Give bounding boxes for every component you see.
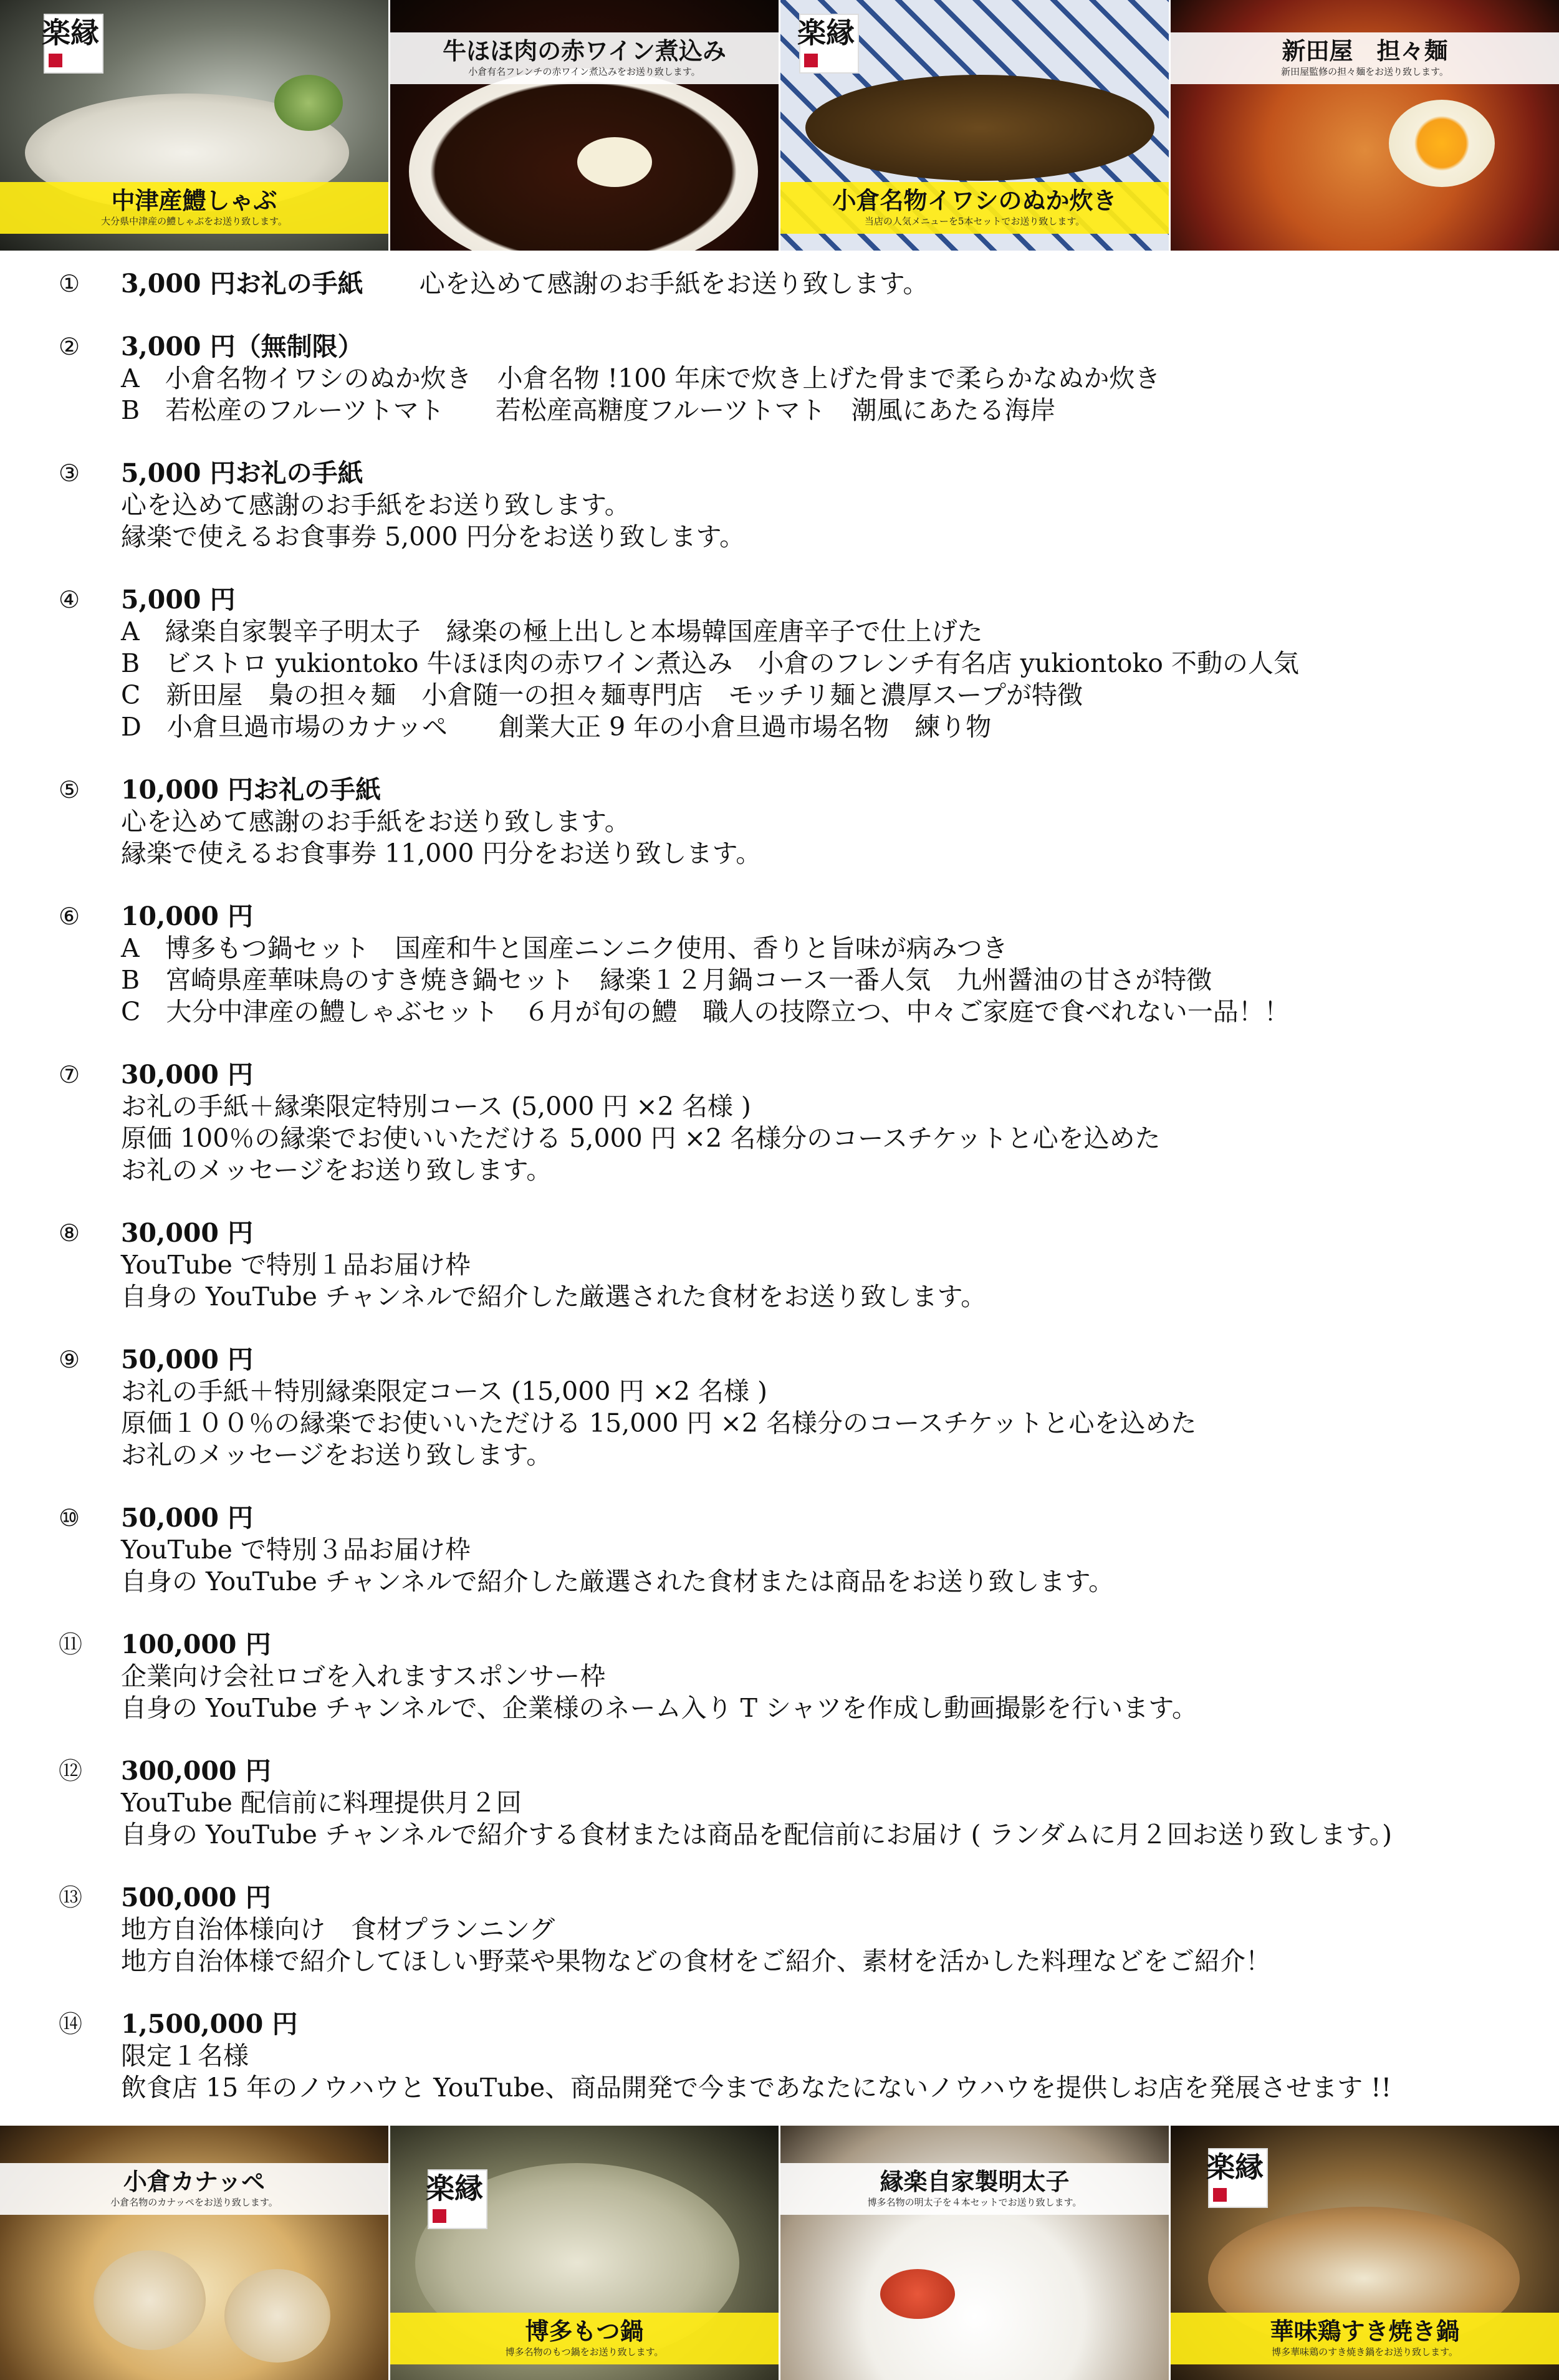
tier-price-heading: 5,000 円: [121, 585, 236, 615]
bottom-photo-row: [0, 2126, 1559, 2380]
reward-tier: [59, 458, 1517, 553]
reward-tier: [59, 2008, 1517, 2104]
photo-kokura-canape: [0, 2126, 388, 2380]
tier-heading-row: [121, 268, 1517, 300]
tier-body: [121, 458, 1517, 553]
tier-price-heading: 3,000 円お礼の手紙: [121, 269, 363, 299]
tier-number: ④: [59, 586, 80, 613]
tier-detail-line: 原価１００％の縁楽でお使いいただける 15,000 円 ×2 名様分のコースチケットと心を込めた: [121, 1408, 1197, 1438]
caption-subtitle: 大分県中津産の鱧しゃぶをお送り致します。: [101, 215, 287, 227]
tier-detail-line: お礼の手紙＋縁楽限定特別コース (5,000 円 ×2 名様 ): [121, 1092, 751, 1121]
tier-detail-line: B 若松産のフルーツトマト 若松産高糖度フルーツトマト 潮風にあたる海岸: [121, 395, 1056, 425]
tier-number: ⑩: [59, 1504, 80, 1532]
caption-subtitle: 小倉名物のカナッペをお送り致します。: [110, 2196, 278, 2208]
tier-detail-line: 自身の YouTube チャンネルで紹介した厳選された食材をお送り致します。: [121, 1282, 987, 1312]
tier-heading-row: [121, 901, 1517, 933]
tier-detail-line: D 小倉旦過市場のカナッペ 創業大正 9 年の小倉旦過市場名物 練り物: [121, 712, 992, 742]
reward-tier: [59, 1755, 1517, 1851]
top-photo-row: [0, 0, 1559, 251]
tier-number: ⑨: [59, 1346, 80, 1373]
caption-title: 小倉名物イワシのぬか炊き: [832, 186, 1117, 214]
tier-heading-row: [121, 1502, 1517, 1534]
tier-number: ①: [59, 270, 80, 297]
photo-hakata-motsunabe: [390, 2126, 779, 2380]
photo-beef-cheek-wine-stew: [390, 0, 779, 251]
photo-caption: [390, 32, 779, 84]
tier-detail-line: 縁楽で使えるお食事券 11,000 円分をお送り致します。: [121, 838, 762, 868]
photo-mentaiko: [780, 2126, 1169, 2380]
photo-caption: [390, 2313, 779, 2364]
reward-tier: [59, 1059, 1517, 1186]
tier-detail-line: 原価 100％の縁楽でお使いいただける 5,000 円 ×2 名様分のコースチケットと心を込めた: [121, 1123, 1161, 1153]
tier-body: [121, 268, 1517, 300]
tier-heading-row: [121, 774, 1517, 806]
reward-tier: [59, 1629, 1517, 1724]
tier-price-heading: 5,000 円お礼の手紙: [121, 458, 363, 488]
tier-heading-row: [121, 2008, 1517, 2040]
tier-detail-line: 自身の YouTube チャンネルで紹介した厳選された食材または商品をお送り致します。: [121, 1567, 1115, 1596]
photo-iwashi-nukadaki: [780, 0, 1169, 251]
photo-caption: [780, 182, 1169, 234]
photo-caption: [1171, 32, 1559, 84]
tier-detail-line: 縁楽で使えるお食事券 5,000 円分をお送り致します。: [121, 522, 746, 552]
tier-detail-line: C 新田屋 梟の担々麺 小倉随一の担々麺専門店 モッチリ麺と濃厚スープが特徴: [121, 680, 1083, 710]
tier-price-heading: 300,000 円: [121, 1756, 271, 1786]
tier-body: [121, 774, 1517, 870]
tier-body: [121, 1755, 1517, 1851]
reward-tier: [59, 1502, 1517, 1598]
tier-body: [121, 1629, 1517, 1724]
caption-subtitle: 小倉有名フレンチの赤ワイン煮込みをお送り致します。: [468, 65, 701, 77]
photo-kamidori-sukiyaki: [1171, 2126, 1559, 2380]
tier-body: [121, 584, 1517, 743]
tier-number: ⑬: [59, 1884, 83, 1911]
tier-detail-line: C 大分中津産の鱧しゃぶセット ６月が旬の鱧 職人の技際立つ、中々ご家庭で食べれない一品！！: [121, 997, 1290, 1027]
tier-number: ⑭: [59, 2010, 83, 2038]
tier-heading-row: [121, 1059, 1517, 1091]
tier-detail-line: 自身の YouTube チャンネルで、企業様のネーム入り T シャツを作成し動画撮影を行います。: [121, 1693, 1197, 1723]
caption-title: 博多もつ鍋: [525, 2317, 644, 2345]
tier-number: ⑦: [59, 1061, 80, 1088]
tier-number: ⑪: [59, 1631, 83, 1658]
tier-heading-row: [121, 1217, 1517, 1249]
tier-heading-row: [121, 1755, 1517, 1787]
tier-price-heading: 50,000 円: [121, 1503, 254, 1533]
enraku-logo: 縁楽: [799, 14, 859, 74]
caption-title: 牛ほほ肉の赤ワイン煮込み: [443, 37, 726, 65]
reward-tier: [59, 331, 1517, 426]
tier-heading-row: [121, 584, 1517, 616]
tier-heading-description: 心を込めて感謝のお手紙をお送り致します。: [419, 269, 929, 299]
tier-price-heading: 500,000 円: [121, 1883, 271, 1912]
tier-number: ⑫: [59, 1757, 83, 1785]
tier-detail-line: 限定１名様: [121, 2041, 249, 2071]
caption-subtitle: 新田屋監修の担々麺をお送り致します。: [1281, 65, 1449, 77]
photo-hamo-shabu: [0, 0, 388, 251]
tier-price-heading: 1,500,000 円: [121, 2009, 298, 2039]
tier-detail-line: 飲食店 15 年のノウハウと YouTube、商品開発で今まであなたにないノウハウを提供しお店を発展させます !!: [121, 2073, 1392, 2103]
tier-detail-line: A 縁楽自家製辛子明太子 縁楽の極上出しと本場韓国産唐辛子で仕上げた: [121, 617, 983, 646]
reward-tier: [59, 901, 1517, 1028]
tier-detail-line: A 小倉名物イワシのぬか炊き 小倉名物 !100 年床で炊き上げた骨まで柔らかなぬか炊き: [121, 363, 1161, 393]
caption-subtitle: 当店の人気メニューを5本セットでお送り致します。: [864, 215, 1085, 227]
tier-body: [121, 901, 1517, 1028]
enraku-logo: 縁楽: [1208, 2148, 1268, 2208]
tier-detail-line: 心を込めて感謝のお手紙をお送り致します。: [121, 807, 630, 837]
tier-detail-line: B ビストロ yukiontoko 牛ほほ肉の赤ワイン煮込み 小倉のフレンチ有名店 yukiontoko 不動の人気: [121, 648, 1299, 678]
tier-price-heading: 30,000 円: [121, 1060, 254, 1090]
caption-subtitle: 博多名物の明太子を４本セットでお送り致します。: [867, 2196, 1082, 2208]
tier-body: [121, 1059, 1517, 1186]
photo-caption: [0, 182, 388, 234]
caption-subtitle: 博多名物のもつ鍋をお送り致します。: [505, 2346, 664, 2358]
caption-title: 華味鶏すき焼き鍋: [1270, 2317, 1460, 2345]
tier-detail-line: YouTube で特別１品お届け枠: [121, 1250, 471, 1280]
tier-detail-line: 地方自治体様で紹介してほしい野菜や果物などの食材をご紹介、素材を活かした料理などをご紹介！: [121, 1946, 1271, 1976]
tier-detail-line: お礼の手紙＋特別縁楽限定コース (15,000 円 ×2 名様 ): [121, 1376, 768, 1406]
caption-title: 中津産鱧しゃぶ: [111, 186, 277, 214]
tier-body: [121, 331, 1517, 426]
tier-detail-line: B 宮崎県産華味鳥のすき焼き鍋セット 縁楽１２月鍋コース一番人気 九州醤油の甘さが特徴: [121, 965, 1212, 995]
tier-price-heading: 3,000 円（無制限）: [121, 332, 363, 362]
reward-tier: [59, 268, 1517, 300]
tier-heading-row: [121, 458, 1517, 489]
photo-caption: [0, 2163, 388, 2215]
photo-tantanmen: [1171, 0, 1559, 251]
tier-price-heading: 50,000 円: [121, 1345, 254, 1375]
caption-title: 縁楽自家製明太子: [880, 2167, 1070, 2195]
tier-price-heading: 100,000 円: [121, 1629, 271, 1659]
tier-body: [121, 1882, 1517, 1977]
caption-subtitle: 博多華味鶏のすき焼き鍋をお送り致します。: [1272, 2346, 1458, 2358]
tier-price-heading: 10,000 円: [121, 901, 254, 931]
reward-tier: [59, 584, 1517, 743]
reward-tier: [59, 774, 1517, 870]
photo-caption: [780, 2163, 1169, 2215]
tier-body: [121, 1502, 1517, 1598]
tier-number: ⑤: [59, 776, 80, 804]
tier-number: ③: [59, 459, 80, 487]
reward-tier: [59, 1217, 1517, 1313]
tier-number: ⑧: [59, 1219, 80, 1247]
tier-detail-line: YouTube で特別３品お届け枠: [121, 1535, 471, 1565]
reward-tier: [59, 1882, 1517, 1977]
tier-detail-line: A 博多もつ鍋セット 国産和牛と国産ニンニク使用、香りと旨味が病みつき: [121, 933, 1008, 963]
tier-number: ②: [59, 333, 80, 360]
photo-caption: [1171, 2313, 1559, 2364]
tier-detail-line: 心を込めて感謝のお手紙をお送り致します。: [121, 490, 630, 520]
tier-detail-line: 自身の YouTube チャンネルで紹介する食材または商品を配信前にお届け ( ランダムに月２回お送り致します。): [121, 1820, 1393, 1850]
tier-detail-line: YouTube 配信前に料理提供月２回: [121, 1788, 522, 1818]
tier-body: [121, 1344, 1517, 1471]
tier-heading-row: [121, 331, 1517, 363]
tier-detail-line: 地方自治体様向け 食材プランニング: [121, 1914, 555, 1944]
tier-body: [121, 2008, 1517, 2104]
caption-title: 新田屋 担々麺: [1282, 37, 1448, 65]
enraku-logo: 縁楽: [428, 2169, 487, 2229]
tier-price-heading: 30,000 円: [121, 1218, 254, 1248]
reward-tier: [59, 1344, 1517, 1471]
tier-body: [121, 1217, 1517, 1313]
tier-detail-line: お礼のメッセージをお送り致します。: [121, 1155, 552, 1185]
tier-heading-row: [121, 1882, 1517, 1914]
enraku-logo: 縁楽: [44, 14, 103, 74]
reward-tier-list: [59, 268, 1517, 2135]
caption-title: 小倉カナッペ: [123, 2167, 266, 2195]
tier-heading-row: [121, 1344, 1517, 1376]
tier-heading-row: [121, 1629, 1517, 1661]
tier-number: ⑥: [59, 903, 80, 930]
tier-detail-line: 企業向け会社ロゴを入れますスポンサー枠: [121, 1661, 606, 1691]
tier-price-heading: 10,000 円お礼の手紙: [121, 775, 381, 805]
tier-detail-line: お礼のメッセージをお送り致します。: [121, 1440, 552, 1470]
